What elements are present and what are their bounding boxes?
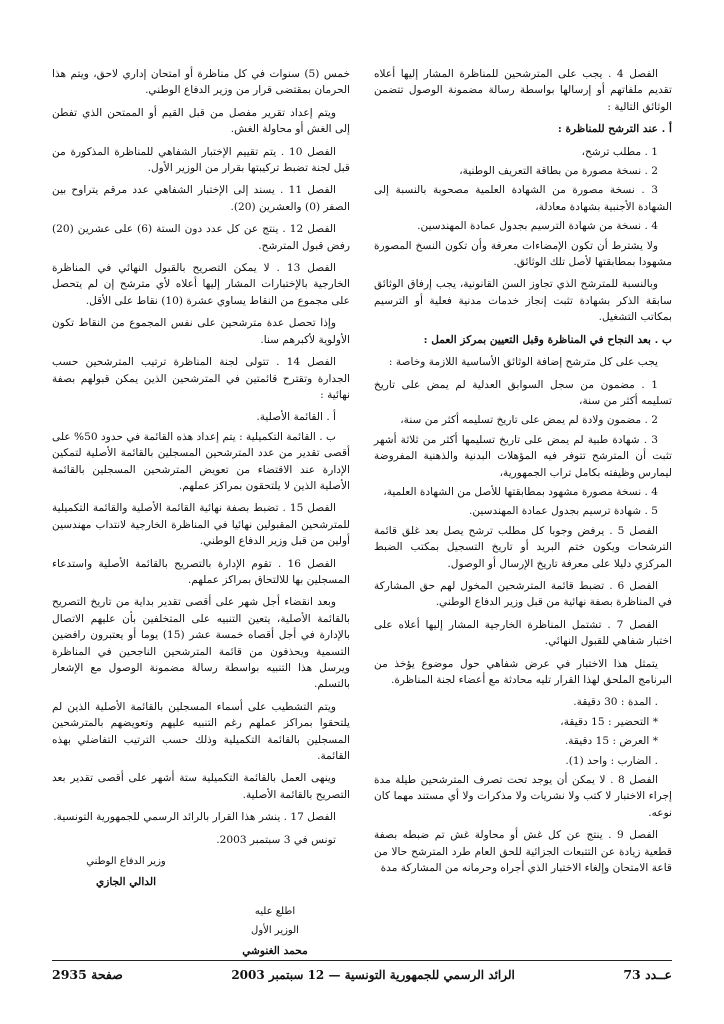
paragraph: الفصل 15 . تضبط بصفة نهائية القائمة الأصلية والقائمة التكميلية للمترشحين المقبولين نهائيا في المناظرة الخارجية لانتداب مهندسين أولين من قبل وزير الدفاع الوطني.	[52, 502, 350, 548]
signature-block	[52, 854, 350, 959]
paragraph: الفصل 17 . ينشر هذا القرار بالرائد الرسمي للجمهورية التونسية.	[53, 811, 336, 824]
list-item: . المدة : 30 دقيقة.	[573, 696, 658, 709]
list-item: 5 . شهادة ترسيم بجدول عمادة المهندسين.	[468, 505, 658, 518]
paragraph: الفصل 14 . تتولى لجنة المناظرة ترتيب المترشحين حسب الجدارة وتقترح قائمتين في المترشحين الذين يمكن قبولهم بصفة نهائية :	[52, 356, 350, 401]
list-item: 1 . مطلب ترشح،	[581, 145, 658, 158]
paragraph: خمس (5) سنوات في كل مناظرة أو امتحان إداري لاحق، ويتم هذا الحرمان بمقتضى قرار من وزير الدفاع الوطني.	[52, 68, 350, 97]
paragraph: وإذا تحصل عدة مترشحين على نفس المجموع من النقاط تكون الأولوية لأكبرهم سنا.	[52, 317, 350, 346]
paragraph: الفصل 4 . يجب على المترشحين للمناظرة المشار إليها أعلاه تقديم ملفاتهم أو إرسالها بواسطة رسالة مضمونة الوصول تتضمن الوثائق التالية :	[374, 68, 672, 113]
list-item: 4 . نسخة مصورة مشهود بمطابقتها للأصل من الشهادة العلمية،	[383, 485, 658, 498]
section-heading: أ . عند الترشح للمناظرة :	[557, 123, 672, 136]
paragraph: يجب على كل مترشح إضافة الوثائق الأساسية اللازمة وخاصة :	[388, 356, 658, 369]
paragraph: وبالنسبة للمترشح الذي تجاوز السن القانونية، يجب إرفاق الوثائق سابقة الذكر بشهادة تثبت إنجاز خدمات مدنية فعلية أو الترسيم بمكاتب التشغيل.	[374, 278, 672, 324]
list-item: 4 . نسخة من شهادة الترسيم بجدول عمادة المهندسين.	[417, 220, 658, 233]
page-number: صفحة 2935	[52, 967, 123, 982]
issue-number: عــدد 73	[623, 967, 672, 982]
paragraph: يتمثل هذا الاختبار في عرض شفاهي حول موضوع يؤخذ من البرنامج الملحق لهذا القرار تليه محادثة مع أعضاء لجنة المناظرة.	[374, 657, 672, 686]
journal-title: الرائد الرسمي للجمهورية التونسية — 12 سبتمبر 2003	[231, 968, 515, 982]
paragraph: الفصل 11 . يسند إلى الإختبار الشفاهي عدد مرقم يتراوح بين الصفر (0) والعشرين (20).	[52, 184, 350, 213]
paragraph: الفصل 12 . ينتج عن كل عدد دون الستة (6) على عشرين (20) رفض قبول المترشح.	[52, 223, 350, 252]
right-column	[374, 66, 672, 946]
paragraph: الفصل 13 . لا يمكن التصريح بالقبول النهائي في المناظرة الخارجية بالإختبارات المشار إليها أعلاه لأي مترشح إن لم يتحصل على مجموع من النقاط يساوي عشرة (10) نقاط على الأقل.	[52, 262, 350, 307]
list-item: 3 . شهادة طبية لم يمض على تاريخ تسليمها أكثر من ثلاثة أشهر تثبت أن المترشح تتوفر فيه المؤهلات البدنية والذهنية المفروضة ليمارس وظيفته بكامل تراب الجمهورية،	[374, 433, 672, 479]
paragraph: ولا يشترط أن تكون الإمضاءات معرفة وأن تكون النسخ المصورة مشهودا بمطابقتها لأصل تلك الوثائق.	[374, 239, 672, 269]
paragraph: الفصل 9 . ينتج عن كل غش أو محاولة غش تم ضبطه بصفة قطعية زيادة عن التتبعات الجزائية للحق العام طرد المترشح حالا من قاعة الامتحان وإلغاء الاختبار الذي أجراه وحرمانه من المشاركة مدة	[374, 829, 672, 875]
list-item: 2 . مضمون ولادة لم يمض على تاريخ تسليمه أكثر من سنة،	[400, 414, 658, 427]
seen-label: اطلع عليه	[254, 905, 296, 917]
paragraph: الفصل 6 . تضبط قائمة المترشحين المخول لهم حق المشاركة في المناظرة بصفة نهائية من قبل وزير الدفاع الوطني.	[374, 579, 672, 609]
paragraph: الفصل 10 . يتم تقييم الإختبار الشفاهي للمناظرة المذكورة من قبل لجنة تضبط تركيبتها بقرار من الوزير الأول.	[52, 145, 350, 175]
paragraph: الفصل 5 . يرفض وجوبا كل مطلب ترشح يصل بعد غلق قائمة الترشحات ويكون ختم البريد أو تاريخ التسجيل بمكتب الضبط المركزي دليلا على معرفة تاريخ الإرسال أو الوصول.	[374, 524, 672, 570]
left-column	[52, 66, 350, 957]
list-item: * العرض : 15 دقيقة.	[564, 735, 658, 748]
prime-minister-signature	[200, 904, 350, 959]
left-column-body	[52, 66, 350, 848]
list-item: 2 . نسخة مصورة من بطاقة التعريف الوطنية،	[459, 165, 658, 178]
prime-minister-title: الوزير الأول	[251, 925, 299, 937]
minister-name: الدالي الجازي	[95, 875, 157, 888]
paragraph: تونس في 3 سبتمبر 2003.	[216, 833, 336, 846]
list-item: * التحضير : 15 دقيقة،	[560, 715, 658, 728]
paragraph: ويتم إعداد تقرير مفصل من قبل القيم أو الممتحن الذي تفطن إلى الغش أو محاولة الغش.	[52, 106, 350, 136]
prime-minister-name: محمد الغنوشي	[242, 944, 308, 957]
paragraph: ب . القائمة التكميلية : يتم إعداد هذه القائمة في حدود 50% على أقصى تقدير من عدد المترشحين المسجلين بالقائمة الأصلية لتمكين الإدارة عند الاقتضاء من تعويض المترشحين المسجلين بالقائمة الأصلية الذين لا يلتحقون بمراكز عملهم.	[52, 430, 350, 492]
paragraph: ويتم التشطيب على أسماء المسجلين بالقائمة الأصلية الذين لم يلتحقوا بمراكز عملهم رغم التنبيه عليهم وتعويضهم بالمترشحين المسجلين بالقائمة التكميلية وذلك حسب الترتيب التفاضلي بهذه القائمة.	[52, 700, 350, 763]
section-heading: ب . بعد النجاح في المناظرة وقبل التعيين بمركز العمل :	[423, 333, 672, 346]
paragraph: الفصل 16 . تقوم الإدارة بالتصريح بالقائمة الأصلية واستدعاء المسجلين بها للالتحاق بمراكز عملهم.	[52, 557, 350, 586]
list-item: 3 . نسخة مصورة من الشهادة العلمية مصحوبة بالنسبة إلى الشهادة الأجنبية بشهادة معادلة،	[374, 184, 672, 213]
paragraph: وينهى العمل بالقائمة التكميلية ستة أشهر على أقصى تقدير بعد التصريح بالقائمة الأصلية.	[52, 772, 350, 801]
page-footer	[52, 960, 672, 982]
list-item: أ . القائمة الأصلية.	[256, 411, 336, 424]
minister-signature	[52, 854, 200, 890]
minister-title: وزير الدفاع الوطني	[86, 856, 166, 868]
list-item: . الضارب : واحد (1).	[565, 754, 658, 767]
list-item: 1 . مضمون من سجل السوابق العدلية لم يمض على تاريخ تسليمه أكثر من سنة،	[374, 378, 672, 407]
paragraph: الفصل 8 . لا يمكن أن يوجد تحت تصرف المترشحين طيلة مدة إجراء الاختبار لا كتب ولا نشريات ولا مذكرات ولا أي مستند مهما كان نوعه.	[374, 774, 672, 819]
paragraph: وبعد انقضاء أجل شهر على أقصى تقدير بداية من تاريخ التصريح بالقائمة الأصلية، يتعين التنبيه على المتخلفين بأن عليهم الاتصال بالإدارة في أجل أقصاه خمسة عشر (15) يوما أو يعتبرون رافضين التسمية ويحذفون من قائمة المترشحين الناجحين في المناظرة ويرسل هذا التنبيه بواسطة رسالة مضمونة الوصول مع الإشعار بالتسلم.	[52, 596, 350, 691]
paragraph: الفصل 7 . تشتمل المناظرة الخارجية المشار إليها أعلاه على اختبار شفاهي للقبول النهائي.	[374, 618, 672, 648]
